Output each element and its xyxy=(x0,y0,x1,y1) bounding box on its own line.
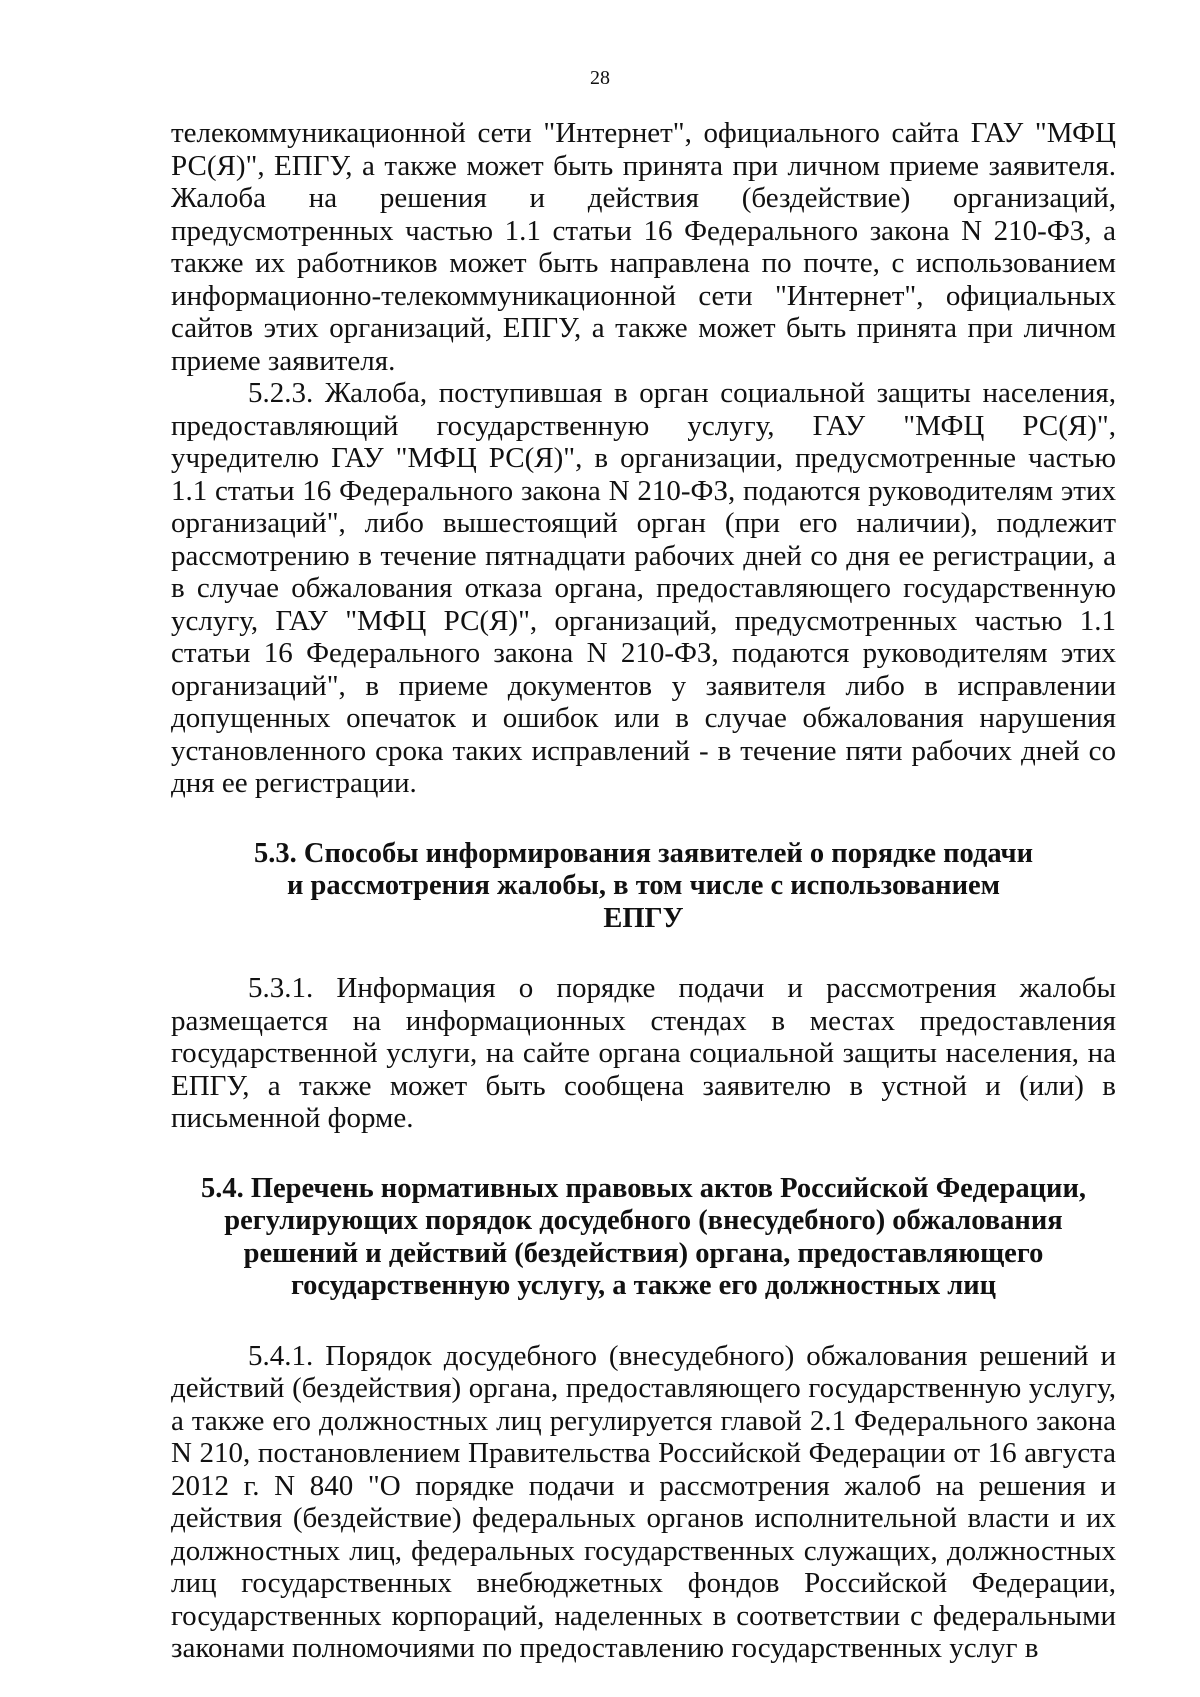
paragraph-5-3-1: 5.3.1. Информация о порядке подачи и рассмотрения жалобы размещается на информационных стендах в местах предоставления государственной услуги, на сайте органа социальной защиты населения, на ЕПГУ, а также может быть сообщена заявителю в устной и (или) в письменной форме. xyxy=(171,972,1116,1134)
heading-line: и рассмотрения жалобы, в том числе с использованием xyxy=(286,870,1001,901)
section-heading-5-3 xyxy=(171,838,1116,936)
heading-line: 5.4. Перечень нормативных правовых актов Российской Федерации, xyxy=(200,1172,1087,1204)
heading-line: 5.3. Способы информирования заявителей о порядке подачи xyxy=(254,837,1033,869)
paragraph-5-4-1: 5.4.1. Порядок досудебного (внесудебного) обжалования решений и действий (бездействия) органа, предоставляющего государственную услугу, а также его должностных лиц регулируется главой 2.1 Федерального закона N 210, постановлением Правительства Российской Федерации от 16 августа 2012 г. N 840 "О порядке подачи и рассмотрения жалоб на решения и действия (бездействие) федеральных органов исполнительной власти и их должностных лиц, федеральных государственных служащих, должностных лиц государственных внебюджетных фондов Российской Федерации, государственных корпораций, наделенных в соответствии с федеральными законами полномочиями по предоставлению государственных услуг в xyxy=(171,1339,1116,1664)
paragraph-complaint-channels: телекоммуникационной сети "Интернет", официального сайта ГАУ "МФЦ РС(Я)", ЕПГУ, а также может быть принята при личном приеме заявителя. Жалоба на решения и действия (бездействие) организаций, предусмотренных частью 1.1 статьи 16 Федерального закона N 210-ФЗ, а также их работников может быть направлена по почте, с использованием информационно-телекоммуникационной сети "Интернет", официальных сайтов этих организаций, ЕПГУ, а также может быть принята при личном приеме заявителя. xyxy=(171,117,1116,377)
heading-line: ЕПГУ xyxy=(603,902,684,934)
document-body xyxy=(171,117,1116,1665)
heading-line: решений и действий (бездействия) органа, предоставляющего xyxy=(243,1237,1044,1269)
heading-line: регулирующих порядок досудебного (внесудебного) обжалования xyxy=(224,1205,1063,1236)
heading-line: государственную услугу, а также его должностных лиц xyxy=(290,1270,997,1301)
section-heading-5-4 xyxy=(171,1173,1116,1303)
paragraph-5-2-3: 5.2.3. Жалоба, поступившая в орган социальной защиты населения, предоставляющий государственную услугу, ГАУ "МФЦ РС(Я)", учредителю ГАУ "МФЦ РС(Я)", в организации, предусмотренные частью 1.1 статьи 16 Федерального закона N 210-ФЗ, подаются руководителям этих организаций", либо вышестоящий орган (при его наличии), подлежит рассмотрению в течение пятнадцати рабочих дней со дня ее регистрации, а в случае обжалования отказа органа, предоставляющего государственную услугу, ГАУ "МФЦ РС(Я)", организаций, предусмотренных частью 1.1 статьи 16 Федерального закона N 210-ФЗ, подаются руководителям этих организаций", в приеме документов у заявителя либо в исправлении допущенных опечаток и ошибок или в случае обжалования нарушения установленного срока таких исправлений - в течение пяти рабочих дней со дня ее регистрации. xyxy=(171,377,1116,799)
page-number: 28 xyxy=(590,67,610,89)
